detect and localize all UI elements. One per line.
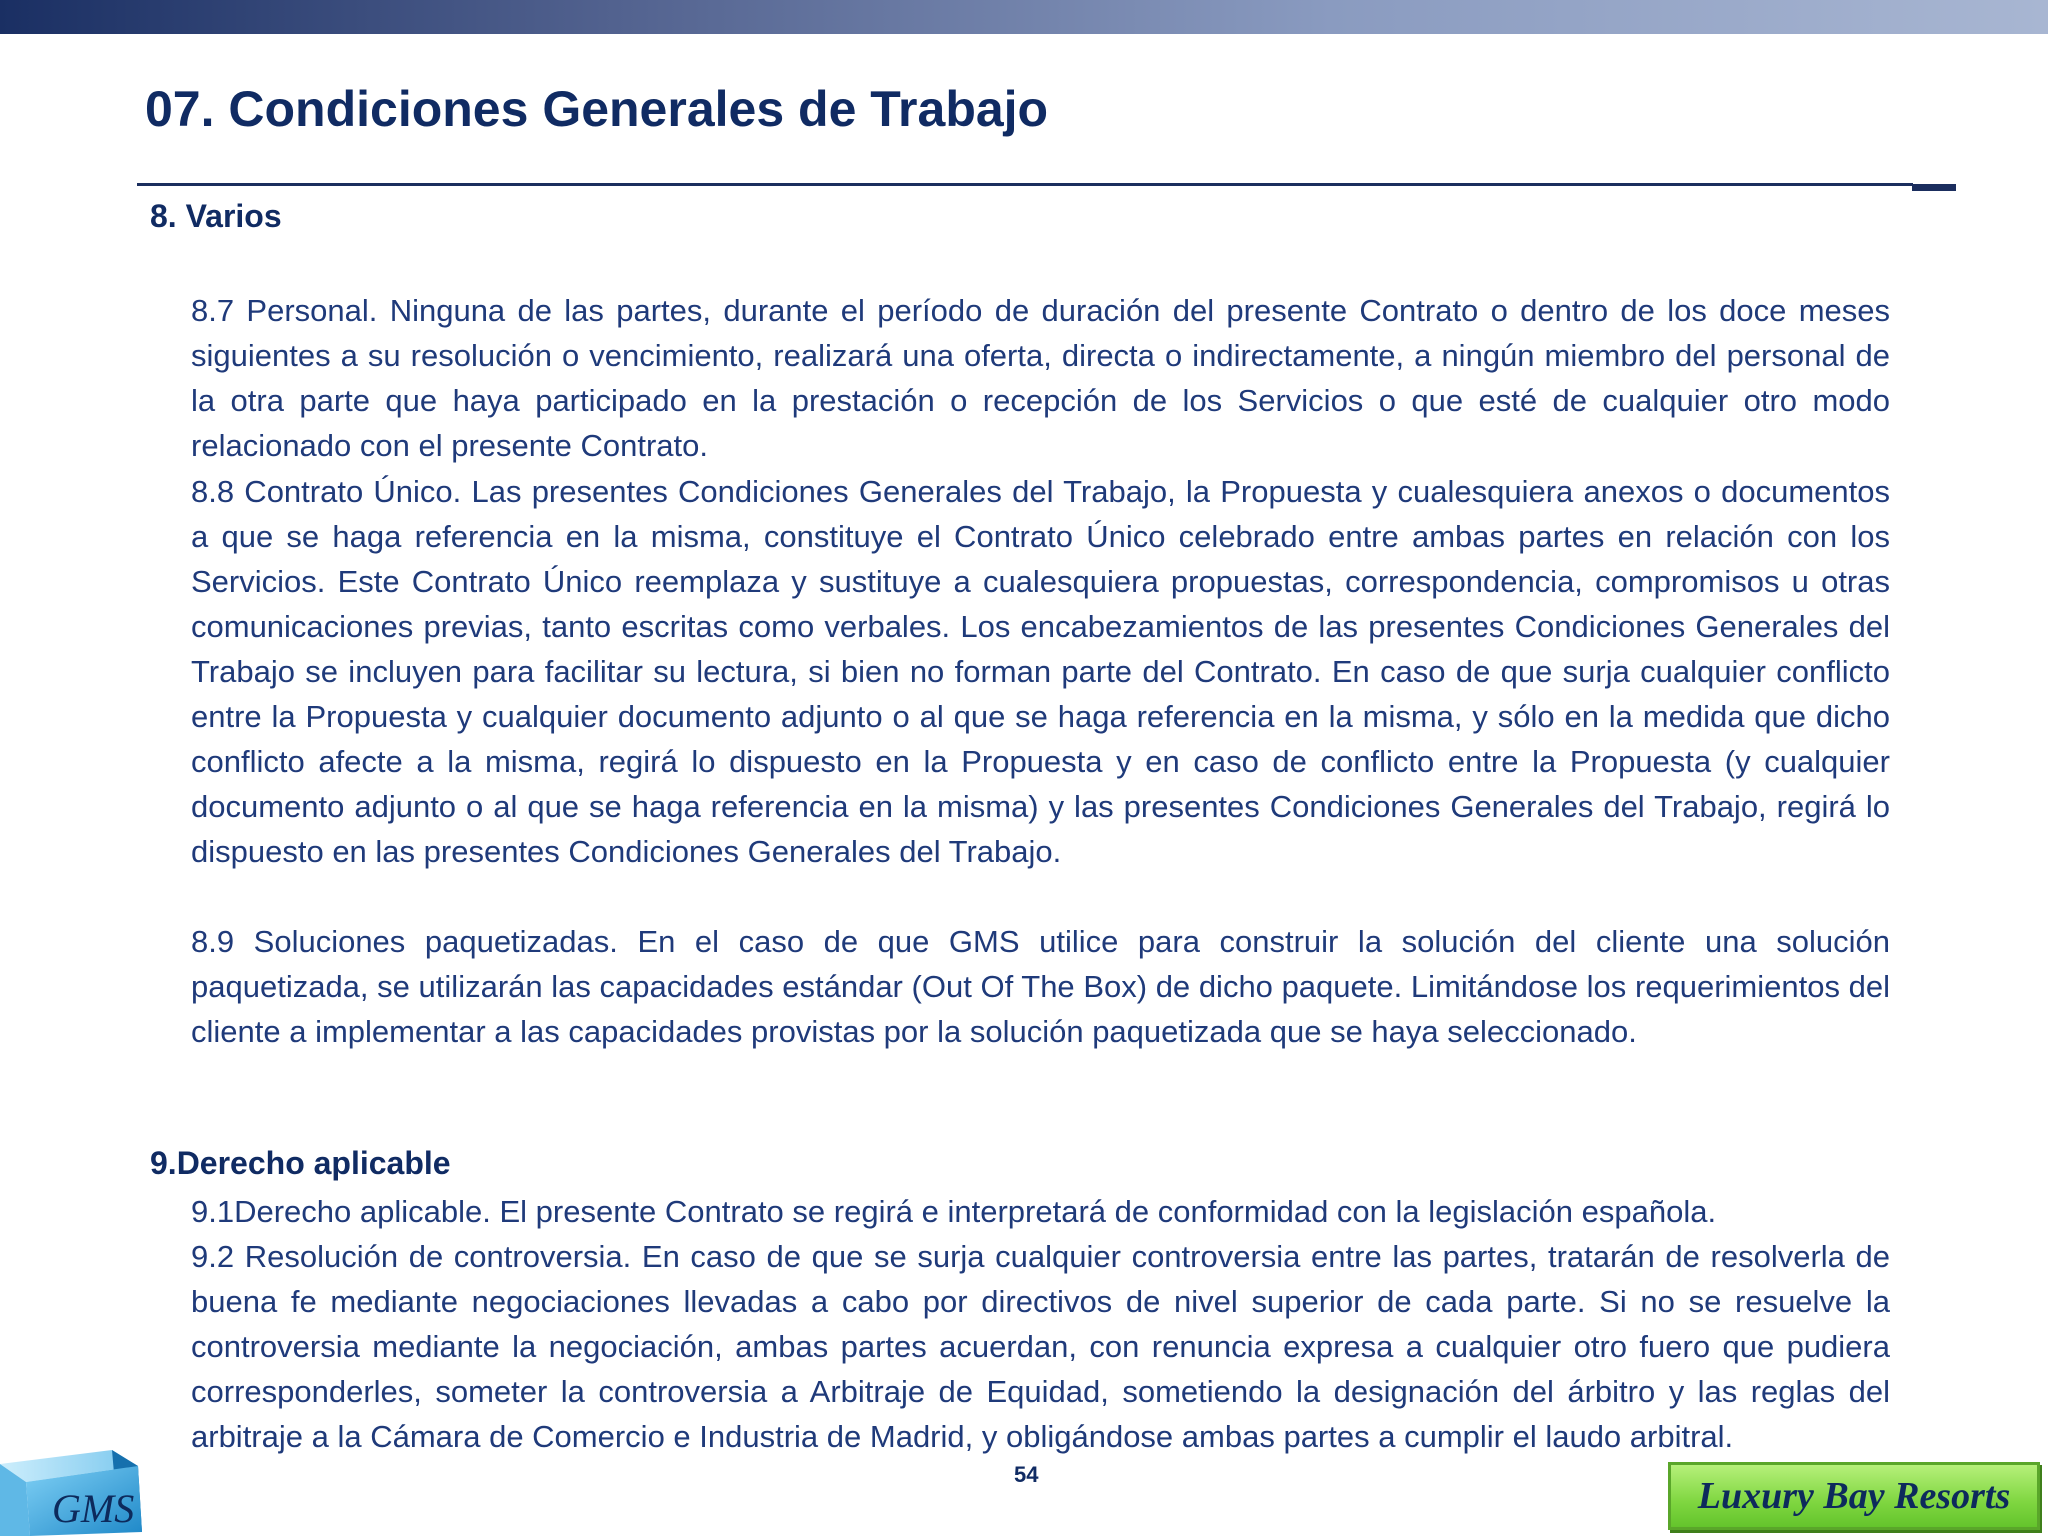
luxury-bay-resorts-badge xyxy=(1668,1462,2040,1530)
gms-logo xyxy=(0,1436,142,1536)
title-divider xyxy=(137,183,1913,186)
top-gradient-bar xyxy=(0,0,2048,34)
section-heading-derecho-aplicable: 9.Derecho aplicable xyxy=(150,1145,451,1181)
page-number: 54 xyxy=(1014,1462,1039,1487)
paragraph-9-1: 9.1Derecho aplicable. El presente Contrato se regirá e interpretará de conformidad con la legislación española. xyxy=(191,1194,1717,1229)
section-heading-varios: 8. Varios xyxy=(150,198,282,234)
gms-logo-text: GMS xyxy=(52,1486,135,1531)
paragraph-9-2: 9.2 Resolución de controversia. En caso de que se surja cualquier controversia entre las partes, tratarán de resolverla de buena fe mediante negociaciones llevadas a cabo por directivos de nivel superior de cada parte. Si no se resuelve la controversia mediante la negociación, ambas partes acuerdan, con renuncia expresa a cualquier otro fuero que pudiera corresponderles, someter la controversia a Arbitraje de Equidad, sometiendo la designación del árbitro y las reglas del arbitraje a la Cámara de Comercio e Industria de Madrid, y obligándose ambas partes a cumplir el laudo arbitral. xyxy=(191,1239,1890,1454)
title-divider-cap xyxy=(1912,184,1956,191)
paragraph-8-8: 8.8 Contrato Único. Las presentes Condiciones Generales del Trabajo, la Propuesta y cualesquiera anexos o documentos a que se haga referencia en la misma, constituye el Contrato Único celebrado entre ambas partes en relación con los Servicios. Este Contrato Único reemplaza y sustituye a cualesquiera propuestas, correspondencia, compromisos u otras comunicaciones previas, tanto escritas como verbales. Los encabezamientos de las presentes Condiciones Generales del Trabajo se incluyen para facilitar su lectura, si bien no forman parte del Contrato. En caso de que surja cualquier conflicto entre la Propuesta y cualquier documento adjunto o al que se haga referencia en la misma, y sólo en la medida que dicho conflicto afecte a la misma, regirá lo dispuesto en la Propuesta y en caso de conflicto entre la Propuesta (y cualquier documento adjunto o al que se haga referencia en la misma) y las presentes Condiciones Generales del Trabajo, regirá lo dispuesto en las presentes Condiciones Generales del Trabajo. xyxy=(191,474,1890,869)
badge-text: Luxury Bay Resorts xyxy=(1697,1475,2011,1517)
paragraph-8-7: 8.7 Personal. Ninguna de las partes, durante el período de duración del presente Contrato o dentro de los doce meses siguientes a su resolución o vencimiento, realizará una oferta, directa o indirectamente, a ningún miembro del personal de la otra parte que haya participado en la prestación o recepción de los Servicios o que esté de cualquier otro modo relacionado con el presente Contrato. xyxy=(191,293,1890,463)
page-title: 07. Condiciones Generales de Trabajo xyxy=(145,81,1049,137)
paragraph-8-9: 8.9 Soluciones paquetizadas. En el caso de que GMS utilice para construir la solución del cliente una solución paquetizada, se utilizarán las capacidades estándar (Out Of The Box) de dicho paquete. Limitándose los requerimientos del cliente a implementar a las capacidades provistas por la solución paquetizada que se haya seleccionado. xyxy=(191,924,1890,1049)
